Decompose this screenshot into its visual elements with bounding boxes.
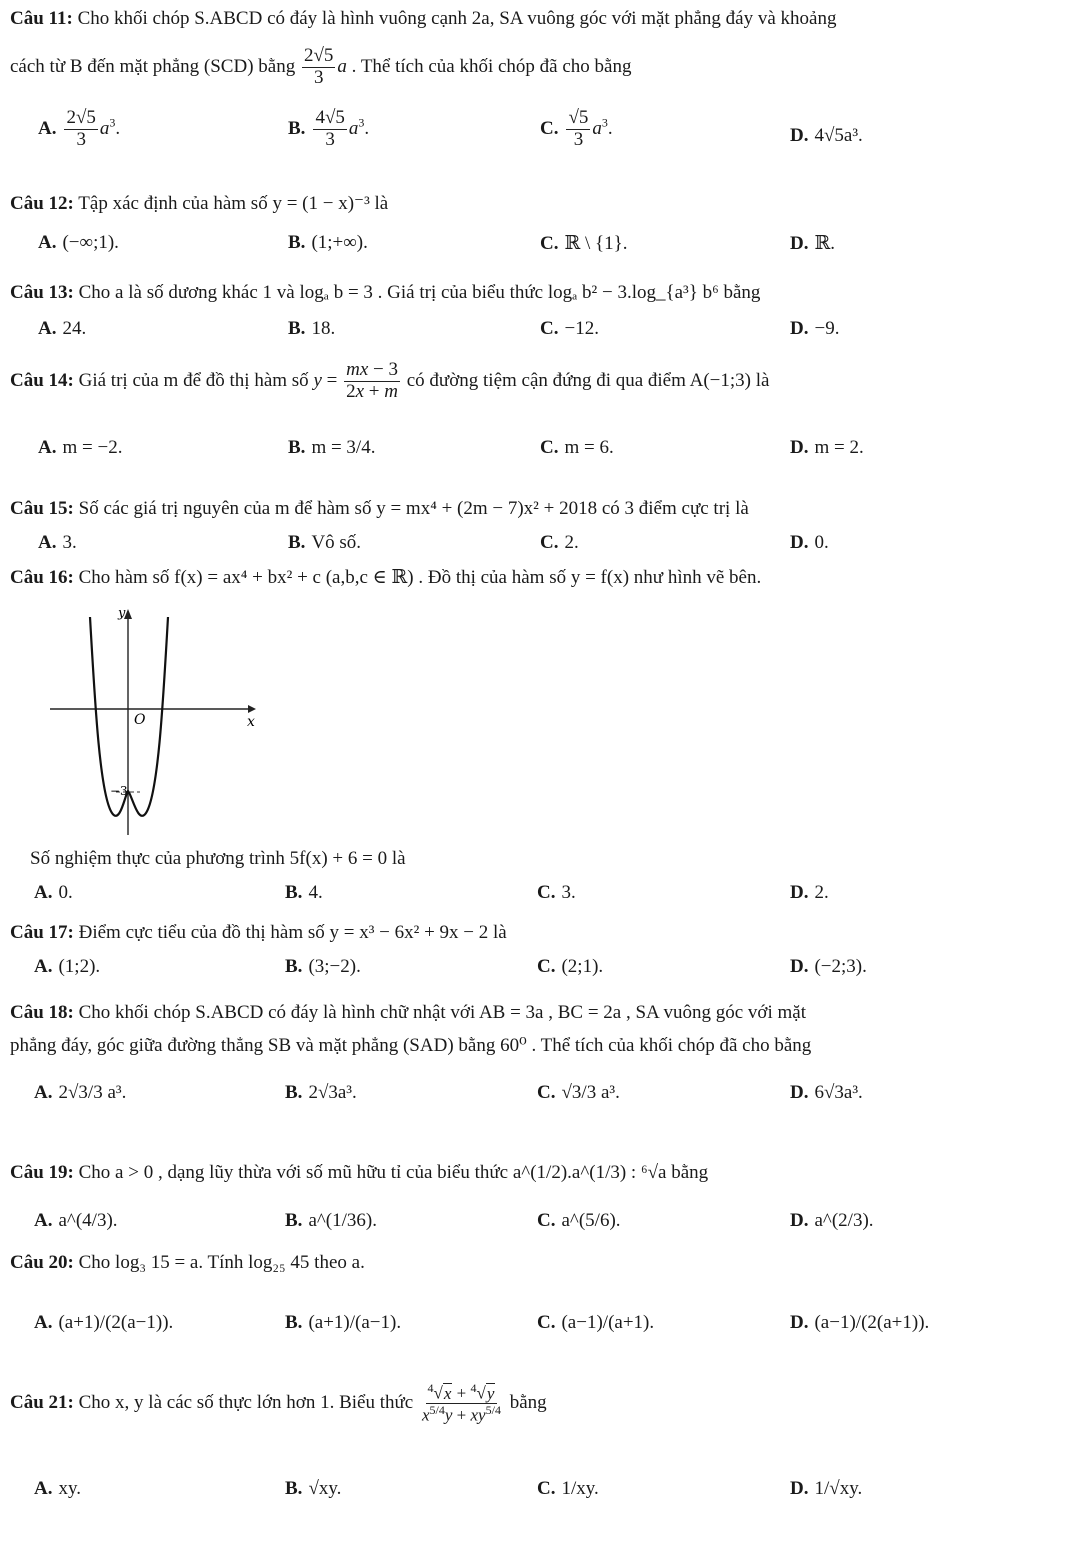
q12-option-c[interactable]: C. ℝ \ {1}. [540,233,628,254]
q13-option-c[interactable]: C. −12. [540,318,599,339]
q21-option-c[interactable]: C. 1/xy. [537,1478,599,1499]
q13-option-a[interactable]: A. 24. [38,318,87,339]
q16-label: Câu 16: [10,567,74,588]
q18-option-b[interactable]: B. 2√3a³. [285,1082,357,1103]
q14-text2: có đường tiệm cận đứng đi qua điểm A(−1;3) là [406,369,770,391]
q18-text1: Cho khối chóp S.ABCD có đáy là hình chữ nhật với AB = 3a , BC = 2a , SA vuông góc với mặt [78,1002,806,1023]
q11-text2a: cách từ B đến mặt phẳng (SCD) bằng [10,55,296,77]
q16-option-a[interactable]: A. 0. [34,882,73,903]
q19-option-c[interactable]: C. a^(5/6). [537,1210,621,1231]
q17-option-c[interactable]: C. (2;1). [537,956,604,977]
q16-text: Cho hàm số f(x) = ax⁴ + bx² + c (a,b,c ∈ ℝ) . Đồ thị của hàm số y = f(x) như hình vẽ bên. [78,567,762,588]
q21-option-b[interactable]: B. √xy. [285,1478,342,1499]
q11-text1: Cho khối chóp S.ABCD có đáy là hình vuông cạnh 2a, SA vuông góc với mặt phẳng đáy và khoảng [77,8,837,29]
y-axis-label: y [118,606,126,621]
x-axis-arrow [248,705,256,713]
q19-option-b[interactable]: B. a^(1/36). [285,1210,377,1231]
tick-minus-3-label: −3 [110,784,128,798]
q11-text2b: . Thể tích của khối chóp đã cho bằng [351,55,632,77]
q20-text: Cho log₃ 15 = a. Tính log₂₅ 45 theo a. [78,1252,365,1273]
q18-line2 [10,1034,811,1057]
q20-option-a[interactable]: A. (a+1)/(2(a−1)). [34,1312,174,1333]
q14-label: Câu 14: [10,369,74,391]
q18-text2: phẳng đáy, góc giữa đường thẳng SB và mặt phẳng (SAD) bằng 60⁰ . Thể tích của khối chóp đã cho bằng [10,1035,812,1056]
q17-option-b[interactable]: B. (3;−2). [285,956,361,977]
q16-option-c[interactable]: C. 3. [537,882,576,903]
q16-subline [30,848,406,870]
q14-option-d[interactable]: D. m = 2. [790,437,864,458]
q15-line [10,498,749,520]
q21-fraction: $\frac{^4√x + ^4√y}{x^{5/4}y + xy^{5/4}}$ [421,1381,501,1425]
q21-option-d[interactable]: D. 1/√xy. [790,1478,863,1499]
q14-option-a[interactable]: A. m = −2. [38,437,123,458]
q13-text: Cho a là số dương khác 1 và logₐ b = 3 . Giá trị của biểu thức logₐ b² − 3.log_{a³} b⁶ bằng [78,282,761,303]
q17-label: Câu 17: [10,922,74,943]
q20-line [10,1252,365,1274]
q21-label: Câu 21: [10,1392,74,1414]
q15-option-a[interactable]: A. 3. [38,532,77,553]
q14-option-c[interactable]: C. m = 6. [540,437,614,458]
q13-line [10,282,760,304]
q14-fraction: $\frac{mx - 3}{2x + m}$ [346,359,398,402]
q20-option-c[interactable]: C. (a−1)/(a+1). [537,1312,655,1333]
q19-option-a[interactable]: A. a^(4/3). [34,1210,118,1231]
q13-label: Câu 13: [10,282,74,303]
q16-subtext: Số nghiệm thực của phương trình 5f(x) + 6 = 0 là [30,848,406,869]
q12-option-b[interactable]: B. (1;+∞). [288,232,368,253]
q15-option-c[interactable]: C. 2. [540,532,579,553]
q11-label: Câu 11: [10,8,73,29]
q16-line [10,566,761,589]
q21-option-a[interactable]: A. xy. [34,1478,82,1499]
q11-fraction: $\frac{2√5}{3}$ [303,45,334,88]
q12-option-a[interactable]: A. (−∞;1). [38,232,119,253]
q17-line [10,922,507,944]
q14-option-b[interactable]: B. m = 3/4. [288,437,376,458]
q12-text: Tập xác định của hàm số y = (1 − x)⁻³ là [78,193,389,214]
q15-option-b[interactable]: B. Vô số. [288,532,362,553]
q12-label: Câu 12: [10,193,74,214]
origin-label: O [134,712,146,728]
q18-option-c[interactable]: C. √3/3 a³. [537,1082,620,1103]
q19-line [10,1162,708,1184]
q16-option-b[interactable]: B. 4. [285,882,323,903]
quartic-curve [90,617,168,816]
q11-option-c[interactable]: C. $\frac{√5}{3}$ $a^3$. [540,107,613,150]
q14-line: Câu 14: Giá trị của m để đồ thị hàm số y = $\frac{mx - 3}{2x + m}$ có đường tiệm cận đứng đi qua điểm A(−1;3) là [10,359,770,402]
q19-label: Câu 19: [10,1162,74,1183]
q18-label: Câu 18: [10,1002,74,1023]
q15-label: Câu 15: [10,498,74,519]
q20-option-b[interactable]: B. (a+1)/(a−1). [285,1312,402,1333]
q11-line2: cách từ B đến mặt phẳng (SCD) bằng $\frac{2√5}{3}$ a . Thể tích của khối chóp đã cho bằng [10,45,632,88]
q20-label: Câu 20: [10,1252,74,1273]
q17-text: Điểm cực tiểu của đồ thị hàm số y = x³ − 6x² + 9x − 2 là [78,922,507,943]
q12-option-d[interactable]: D. ℝ. [790,233,836,254]
q11-option-d[interactable]: D. 4√5a³. [790,125,863,146]
q18-option-a[interactable]: A. 2√3/3 a³. [34,1082,127,1103]
q18-option-d[interactable]: D. 6√3a³. [790,1082,863,1103]
q21-text2: bằng [509,1392,547,1414]
q17-option-d[interactable]: D. (−2;3). [790,956,867,977]
q11-line1 [10,8,836,30]
q19-text: Cho a > 0 , dạng lũy thừa với số mũ hữu tỉ của biểu thức a^(1/2).a^(1/3) : ⁶√a bằng [78,1162,709,1183]
q16-function-graph [50,605,280,840]
q21-line [10,1382,547,1426]
q13-option-b[interactable]: B. 18. [288,318,336,339]
q18-line1 [10,1002,806,1024]
q19-option-d[interactable]: D. a^(2/3). [790,1210,874,1231]
q13-option-d[interactable]: D. −9. [790,318,840,339]
q15-option-d[interactable]: D. 0. [790,532,829,553]
q11-option-a[interactable]: A. $\frac{2√5}{3}$ $a^3$. [38,107,121,150]
q12-line [10,192,388,215]
q16-option-d[interactable]: D. 2. [790,882,829,903]
q15-text: Số các giá trị nguyên của m để hàm số y = mx⁴ + (2m − 7)x² + 2018 có 3 điểm cực trị là [78,498,749,519]
q21-text1: Cho x, y là các số thực lớn hơn 1. Biểu thức [78,1392,414,1414]
x-axis-label: x [247,714,255,730]
q17-option-a[interactable]: A. (1;2). [34,956,101,977]
q14-text1: Giá trị của m để đồ thị hàm số [78,369,309,391]
q11-option-b[interactable]: B. $\frac{4√5}{3}$ $a^3$. [288,107,370,150]
q20-option-d[interactable]: D. (a−1)/(2(a+1)). [790,1312,930,1333]
